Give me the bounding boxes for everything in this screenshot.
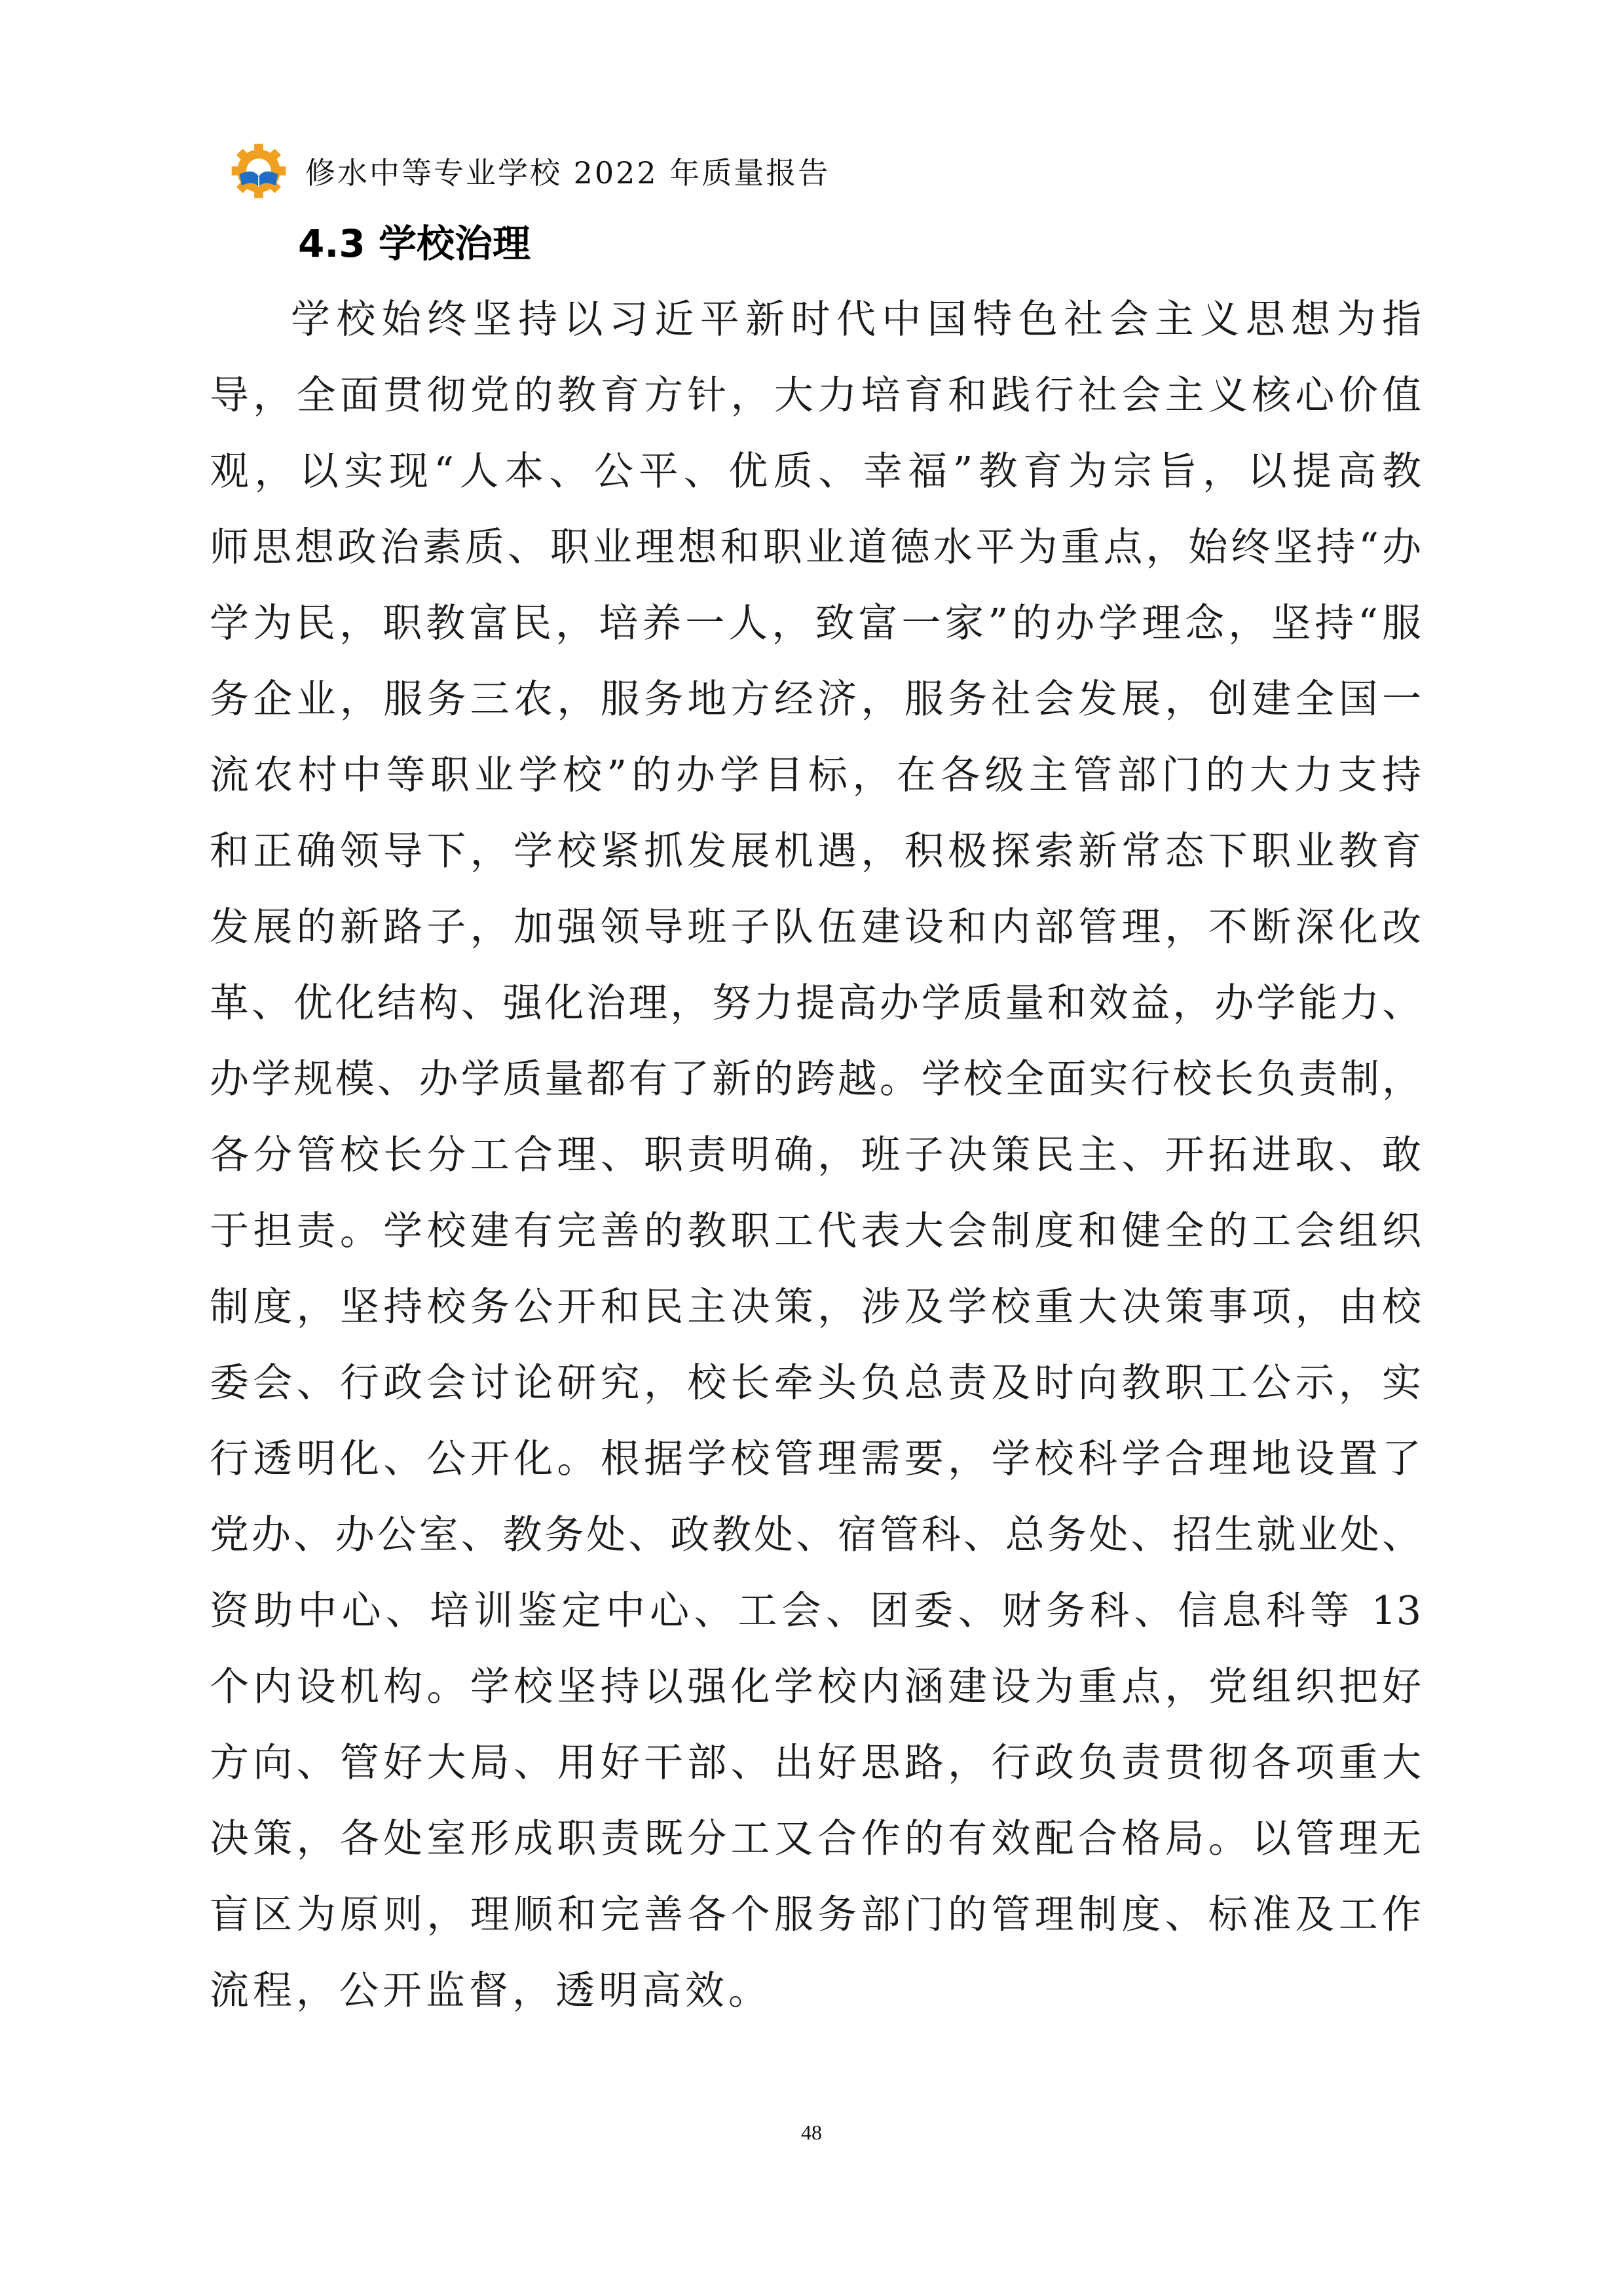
text-line: 决策，各处室形成职责既分工又合作的有效配合格局。以管理无 [210,1816,1421,1862]
text-line: 委会、行政会讨论研究，校长牵头负总责及时向教职工公示，实 [210,1360,1421,1406]
text-line: 于担责。学校建有完善的教职工代表大会制度和健全的工会组织 [210,1208,1421,1254]
text-line: 流程，公开监督，透明高效。 [210,1968,772,2014]
text-line: 学为民，职教富民，培养一人，致富一家”的办学理念，坚持“服 [210,601,1421,646]
body-paragraph [210,282,1421,2029]
text-line: 导，全面贯彻党的教育方针，大力培育和践行社会主义核心价值 [210,373,1421,418]
text-line: 盲区为原则，理顺和完善各个服务部门的管理制度、标准及工作 [210,1892,1421,1938]
section-heading: 4.3 学校治理 [298,221,531,266]
text-line: 制度，坚持校务公开和民主决策，涉及学校重大决策事项，由校 [210,1284,1421,1330]
text-line: 流农村中等职业学校”的办学目标，在各级主管部门的大力支持 [210,752,1421,798]
page-header [231,135,830,207]
text-line: 行透明化、公开化。根据学校管理需要，学校科学合理地设置了 [210,1436,1421,1482]
text-line: 各分管校长分工合理、职责明确，班子决策民主、开拓进取、敢 [210,1132,1421,1178]
text-line: 发展的新路子，加强领导班子队伍建设和内部管理，不断深化改 [210,904,1421,950]
text-line: 办学规模、办学质量都有了新的跨越。学校全面实行校长负责制， [210,1056,1421,1102]
text-line: 学校始终坚持以习近平新时代中国特色社会主义思想为指 [291,297,1421,343]
text-line: 党办、办公室、教务处、政教处、宿管科、总务处、招生就业处、 [210,1512,1421,1558]
school-emblem-icon [231,143,287,199]
text-line: 和正确领导下，学校紧抓发展机遇，积极探索新常态下职业教育 [210,828,1421,874]
page-number: 48 [801,2120,822,2144]
text-line: 观，以实现“人本、公平、优质、幸福”教育为宗旨，以提高教 [210,449,1421,494]
text-line: 资助中心、培训鉴定中心、工会、团委、财务科、信息科等 13 [210,1588,1421,1634]
report-title: 修水中等专业学校 2022 年质量报告 [305,155,830,191]
text-line: 革、优化结构、强化治理，努力提高办学质量和效益，办学能力、 [210,980,1421,1026]
text-line: 务企业，服务三农，服务地方经济，服务社会发展，创建全国一 [210,676,1421,722]
text-line: 方向、管好大局、用好干部、出好思路，行政负责贯彻各项重大 [210,1740,1421,1786]
text-line: 师思想政治素质、职业理想和职业道德水平为重点，始终坚持“办 [210,525,1421,570]
text-line: 个内设机构。学校坚持以强化学校内涵建设为重点，党组织把好 [210,1664,1421,1710]
